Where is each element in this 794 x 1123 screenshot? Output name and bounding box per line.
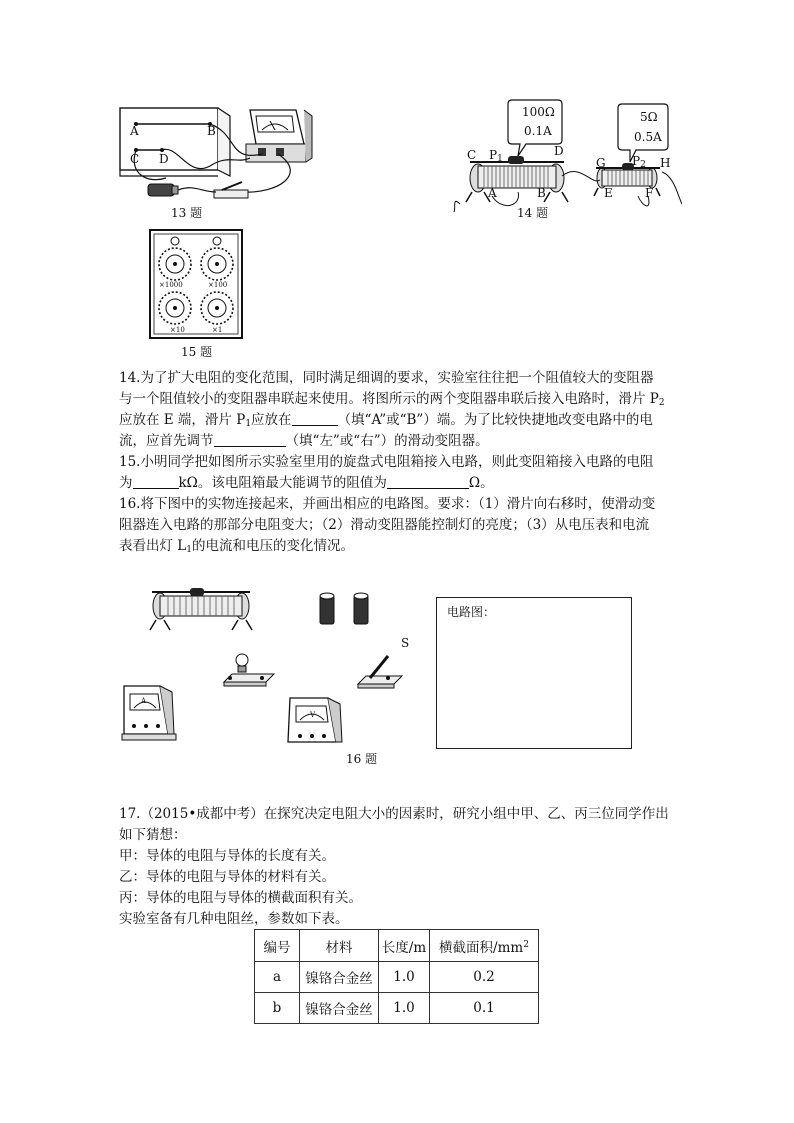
circuit-box-label: 电路图： bbox=[447, 605, 496, 619]
fig14-callout2-resistance: 5Ω bbox=[640, 110, 658, 124]
table-cell: 1.0 bbox=[379, 993, 430, 1024]
table-header-area: 横截面积$/mm^2$ bbox=[430, 930, 539, 962]
q15-line2: 为 kΩ。该电阻箱最大能调节的阻值为 Ω。 bbox=[119, 475, 494, 491]
fig14-terminal-b: B bbox=[537, 186, 546, 200]
fig14-terminal-a: A bbox=[488, 186, 497, 200]
question-16 bbox=[119, 494, 679, 557]
question-15 bbox=[119, 452, 679, 494]
q14-blank-2[interactable] bbox=[214, 432, 286, 447]
rheostat-icon bbox=[150, 588, 252, 630]
circuit-diagram-box[interactable] bbox=[436, 597, 632, 749]
question-17 bbox=[119, 804, 679, 930]
resistance-wire-table bbox=[254, 929, 539, 1024]
fig15-dial-x1: ×1 bbox=[212, 326, 223, 334]
fig13-label-d: D bbox=[159, 152, 169, 166]
q14-blank-1[interactable] bbox=[292, 411, 338, 426]
fig14-callout1-current: 0.1A bbox=[524, 124, 552, 138]
fig16-voltmeter-label: V bbox=[310, 711, 316, 719]
q17-guess-yi: 乙：导体的电阻与导体的材料有关。 bbox=[119, 869, 335, 885]
fig14-terminal-d: D bbox=[554, 144, 564, 158]
q16-line2: 阻器连入电路的那部分电阻变大；（2）滑动变阻器能控制灯的亮度；（3）从电压表和电流 bbox=[119, 517, 650, 533]
battery-icon bbox=[320, 593, 368, 624]
table-header-number: 编号 bbox=[255, 930, 300, 962]
q17-line2: 如下猜想： bbox=[119, 827, 187, 843]
fig16-switch-label: S bbox=[401, 636, 410, 650]
q17-line1: 17.（2015•成都中考）在探究决定电阻大小的因素时，研究小组中甲、乙、丙三位同学作出 bbox=[119, 806, 669, 822]
voltmeter-icon bbox=[288, 698, 342, 742]
table-header-length: 长度/m bbox=[379, 930, 430, 962]
q14-line4: 流，应首先调节 （填“左”或“右”）的滑动变阻器。 bbox=[119, 433, 489, 449]
q15-blank-1[interactable] bbox=[133, 474, 179, 489]
q15-line1: 15.小明同学把如图所示实验室里用的旋盘式电阻箱接入电路，则此变阻箱接入电路的电阻 bbox=[119, 454, 654, 470]
fig14-terminal-p1: $P_1$ bbox=[489, 148, 503, 164]
fig14-terminal-e: E bbox=[604, 186, 613, 200]
fig15-dial-x10: ×10 bbox=[170, 326, 185, 334]
fig15-caption: 15 题 bbox=[181, 345, 213, 359]
fig14-terminal-h: H bbox=[660, 156, 671, 170]
fig14-caption: 14 题 bbox=[517, 206, 549, 220]
figure-13 bbox=[118, 104, 318, 204]
q17-guess-bing: 丙：导体的电阻与导体的横截面积有关。 bbox=[119, 890, 362, 906]
q17-guess-jia: 甲：导体的电阻与导体的长度有关。 bbox=[119, 848, 335, 864]
fig14-callout2-current: 0.5A bbox=[634, 130, 662, 144]
lamp-icon bbox=[224, 654, 274, 686]
ammeter-icon bbox=[122, 686, 176, 740]
fig13-label-c: C bbox=[130, 152, 140, 166]
table-cell: a bbox=[255, 962, 300, 993]
q16-line1: 16.将下图中的实物连接起来，并画出相应的电路图。要求：（1）滑片向右移时，使滑动变 bbox=[119, 496, 656, 512]
table-cell: 0.1 bbox=[430, 993, 539, 1024]
fig14-terminal-c: C bbox=[467, 148, 477, 162]
fig15-dial-x1000: ×1000 bbox=[159, 281, 183, 289]
q14-line2: 与一个阻值较小的变阻器串联起来使用。将图所示的两个变阻器串联后接入电路时，滑片 $P_2$ bbox=[119, 391, 665, 408]
table-row bbox=[255, 993, 539, 1024]
table-header-material: 材料 bbox=[300, 930, 379, 962]
table-cell: 1.0 bbox=[379, 962, 430, 993]
question-14 bbox=[119, 368, 679, 452]
table-cell: b bbox=[255, 993, 300, 1024]
fig14-callout1-resistance: 100Ω bbox=[522, 105, 555, 119]
figure-16-components bbox=[118, 586, 418, 746]
fig14-terminal-f: F bbox=[645, 186, 654, 200]
fig16-ammeter-label: A bbox=[141, 697, 147, 705]
table-cell: 镍铬合金丝 bbox=[300, 993, 379, 1024]
table-row bbox=[255, 962, 539, 993]
q14-line3: 应放在 E 端，滑片 $P_1$应放在 （填“A”或“B”）端。为了比较快捷地改变电路中的电 bbox=[119, 412, 653, 429]
table-cell: 0.2 bbox=[430, 962, 539, 993]
table-header-row bbox=[255, 930, 539, 962]
q14-line1: 14.为了扩大电阻的变化范围，同时满足细调的要求，实验室往往把一个阻值较大的变阻器 bbox=[119, 370, 654, 386]
q15-blank-2[interactable] bbox=[387, 474, 469, 489]
fig15-dial-x100: ×100 bbox=[208, 281, 228, 289]
table-cell: 镍铬合金丝 bbox=[300, 962, 379, 993]
switch-icon bbox=[358, 656, 402, 688]
fig13-label-a: A bbox=[130, 124, 139, 138]
fig13-label-b: B bbox=[207, 124, 216, 138]
fig14-terminal-g: G bbox=[596, 156, 606, 170]
q16-line3: 表看出灯 $L_1$的电流和电压的变化情况。 bbox=[119, 538, 354, 555]
fig13-caption: 13 题 bbox=[171, 206, 203, 220]
fig16-caption: 16 题 bbox=[346, 752, 378, 766]
q17-table-intro: 实验室备有几种电阻丝，参数如下表。 bbox=[119, 911, 349, 927]
fig14-terminal-p2: $P_2$ bbox=[632, 154, 646, 170]
